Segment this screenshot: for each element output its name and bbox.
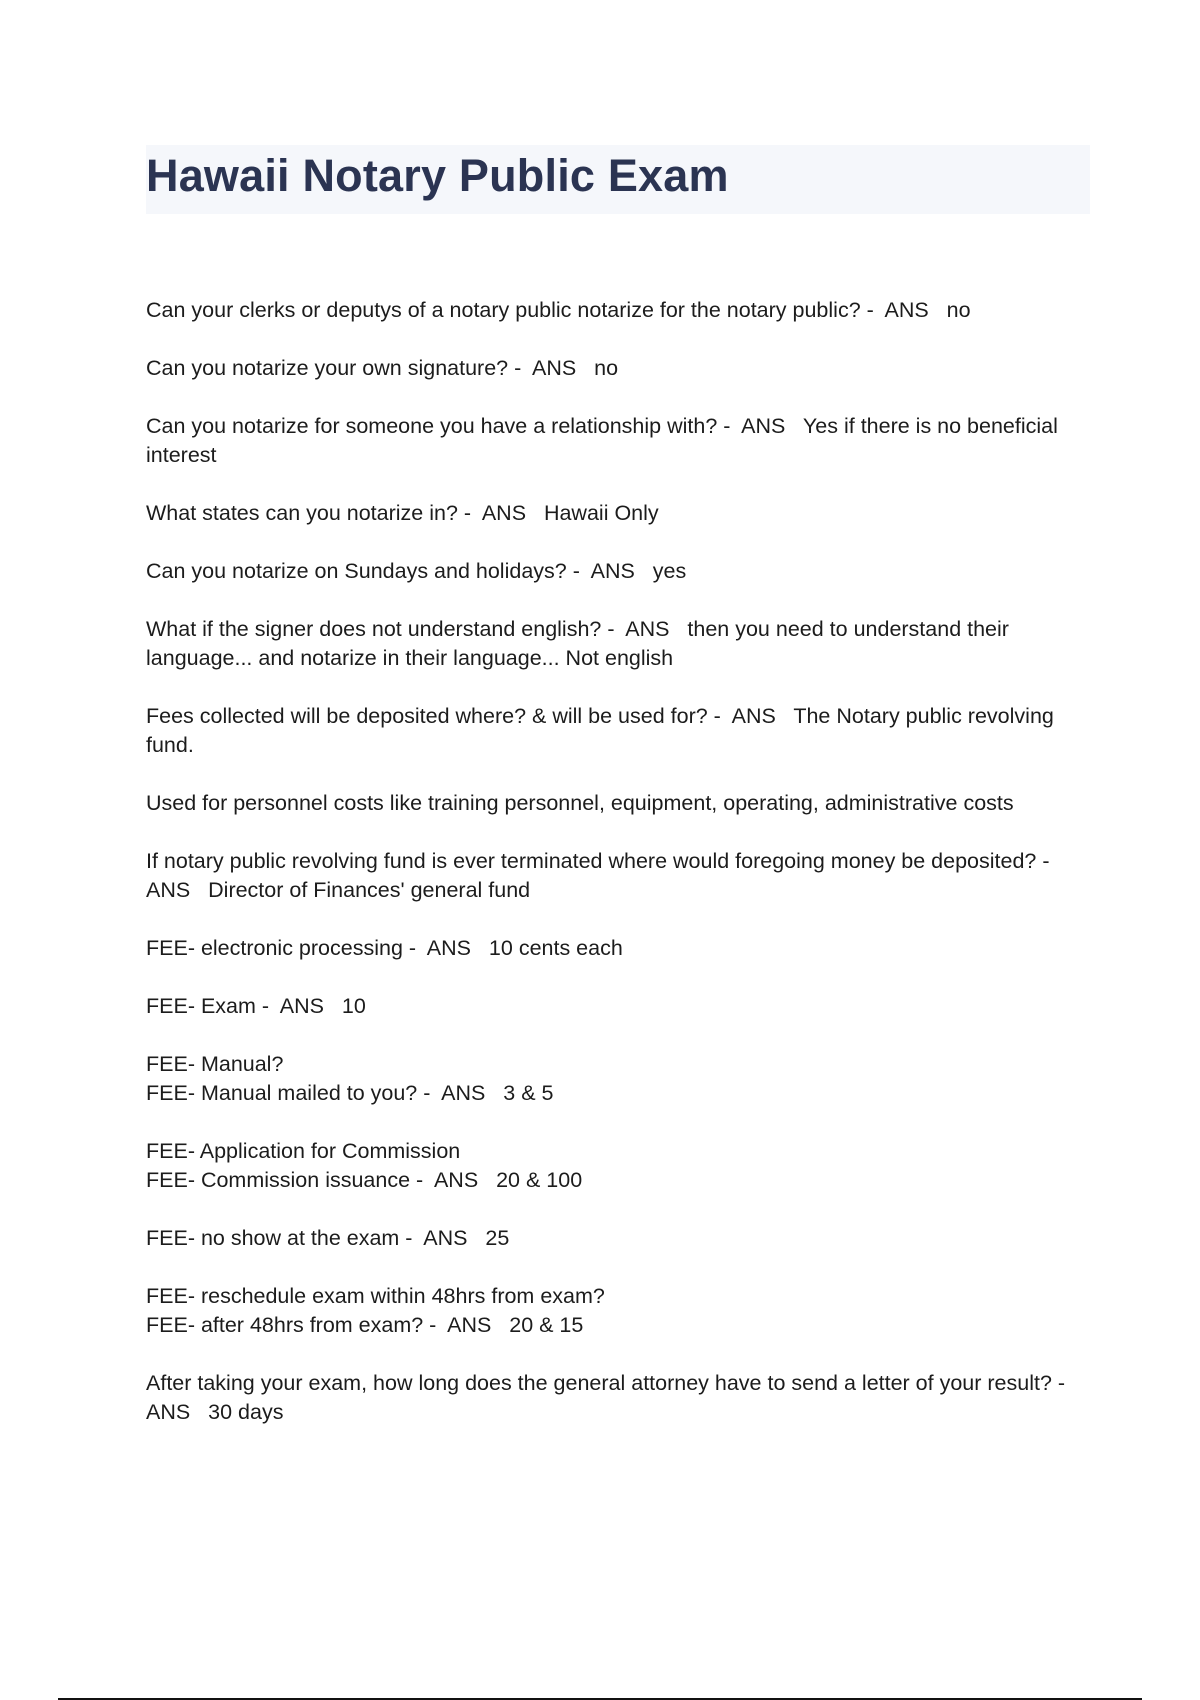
answer-marker: ANS bbox=[430, 1081, 486, 1105]
answer-text: Yes if there is no beneficial interest bbox=[146, 414, 1064, 467]
answer-marker: ANS bbox=[412, 1226, 468, 1250]
answer-marker: ANS bbox=[269, 994, 325, 1018]
answer-marker: ANS bbox=[614, 617, 670, 641]
answer-text: 30 days bbox=[190, 1400, 284, 1424]
answer-text: The Notary public revolving fund. bbox=[146, 704, 1060, 757]
qa-item bbox=[146, 1369, 1096, 1427]
question-text: FEE- Application for Commission FEE- Commission issuance - bbox=[146, 1139, 461, 1192]
answer-text: yes bbox=[634, 559, 687, 583]
qa-item bbox=[146, 557, 1096, 586]
answer-marker: ANS bbox=[436, 1313, 492, 1337]
answer-marker: ANS bbox=[720, 704, 776, 728]
answer-text: 3 & 5 bbox=[485, 1081, 554, 1105]
qa-item bbox=[146, 354, 1096, 383]
answer-marker: ANS bbox=[471, 501, 527, 525]
title-band bbox=[146, 145, 1090, 214]
question-text: FEE- Manual? FEE- Manual mailed to you? - bbox=[146, 1052, 431, 1105]
qa-item bbox=[146, 1224, 1096, 1253]
answer-text: Director of Finances' general fund bbox=[190, 878, 531, 902]
answer-marker: ANS bbox=[521, 356, 577, 380]
question-text: Can you notarize your own signature? - bbox=[146, 356, 522, 380]
answer-text: 20 & 100 bbox=[478, 1168, 583, 1192]
qa-item bbox=[146, 1282, 1096, 1340]
question-text: Used for personnel costs like training personnel, equipment, operating, administrative costs bbox=[146, 791, 1014, 815]
answer-marker: ANS bbox=[579, 559, 635, 583]
answer-marker: ANS bbox=[730, 414, 786, 438]
qa-item bbox=[146, 615, 1096, 673]
answer-text: 10 cents each bbox=[471, 936, 623, 960]
qa-item bbox=[146, 789, 1096, 818]
page-title: Hawaii Notary Public Exam bbox=[146, 150, 729, 201]
qa-item bbox=[146, 934, 1096, 963]
answer-text: then you need to understand their language... and notarize in their language... Not english bbox=[146, 617, 1015, 670]
question-text: Can you notarize on Sundays and holidays? - bbox=[146, 559, 580, 583]
qa-list bbox=[146, 296, 1096, 1456]
answer-marker: ANS bbox=[423, 1168, 479, 1192]
answer-text: 20 & 15 bbox=[491, 1313, 584, 1337]
question-text: FEE- no show at the exam - bbox=[146, 1226, 413, 1250]
question-text: FEE- electronic processing - bbox=[146, 936, 417, 960]
question-text: After taking your exam, how long does the general attorney have to send a letter of your result? - bbox=[146, 1371, 1066, 1395]
question-text: Fees collected will be deposited where? & will be used for? - bbox=[146, 704, 721, 728]
qa-item bbox=[146, 992, 1096, 1021]
answer-text: no bbox=[576, 356, 619, 380]
qa-item bbox=[146, 412, 1096, 470]
answer-text: 10 bbox=[324, 994, 366, 1018]
answer-marker: ANS bbox=[146, 1371, 1076, 1424]
question-text: FEE- reschedule exam within 48hrs from exam? FEE- after 48hrs from exam? - bbox=[146, 1284, 605, 1337]
qa-item bbox=[146, 702, 1096, 760]
question-text: What if the signer does not understand english? - bbox=[146, 617, 615, 641]
answer-marker: ANS bbox=[416, 936, 472, 960]
qa-item bbox=[146, 1137, 1096, 1195]
qa-item bbox=[146, 499, 1096, 528]
qa-item bbox=[146, 1050, 1096, 1108]
qa-item bbox=[146, 296, 1096, 325]
question-text: Can your clerks or deputys of a notary public notarize for the notary public? - bbox=[146, 298, 874, 322]
question-text: Can you notarize for someone you have a relationship with? - bbox=[146, 414, 731, 438]
answer-text: 25 bbox=[467, 1226, 510, 1250]
answer-text: no bbox=[928, 298, 971, 322]
answer-marker: ANS bbox=[146, 849, 1055, 902]
question-text: What states can you notarize in? - bbox=[146, 501, 472, 525]
question-text: If notary public revolving fund is ever terminated where would foregoing money be deposited? - bbox=[146, 849, 1050, 873]
answer-text: Hawaii Only bbox=[526, 501, 659, 525]
qa-item bbox=[146, 847, 1096, 905]
answer-marker: ANS bbox=[873, 298, 929, 322]
question-text: FEE- Exam - bbox=[146, 994, 270, 1018]
